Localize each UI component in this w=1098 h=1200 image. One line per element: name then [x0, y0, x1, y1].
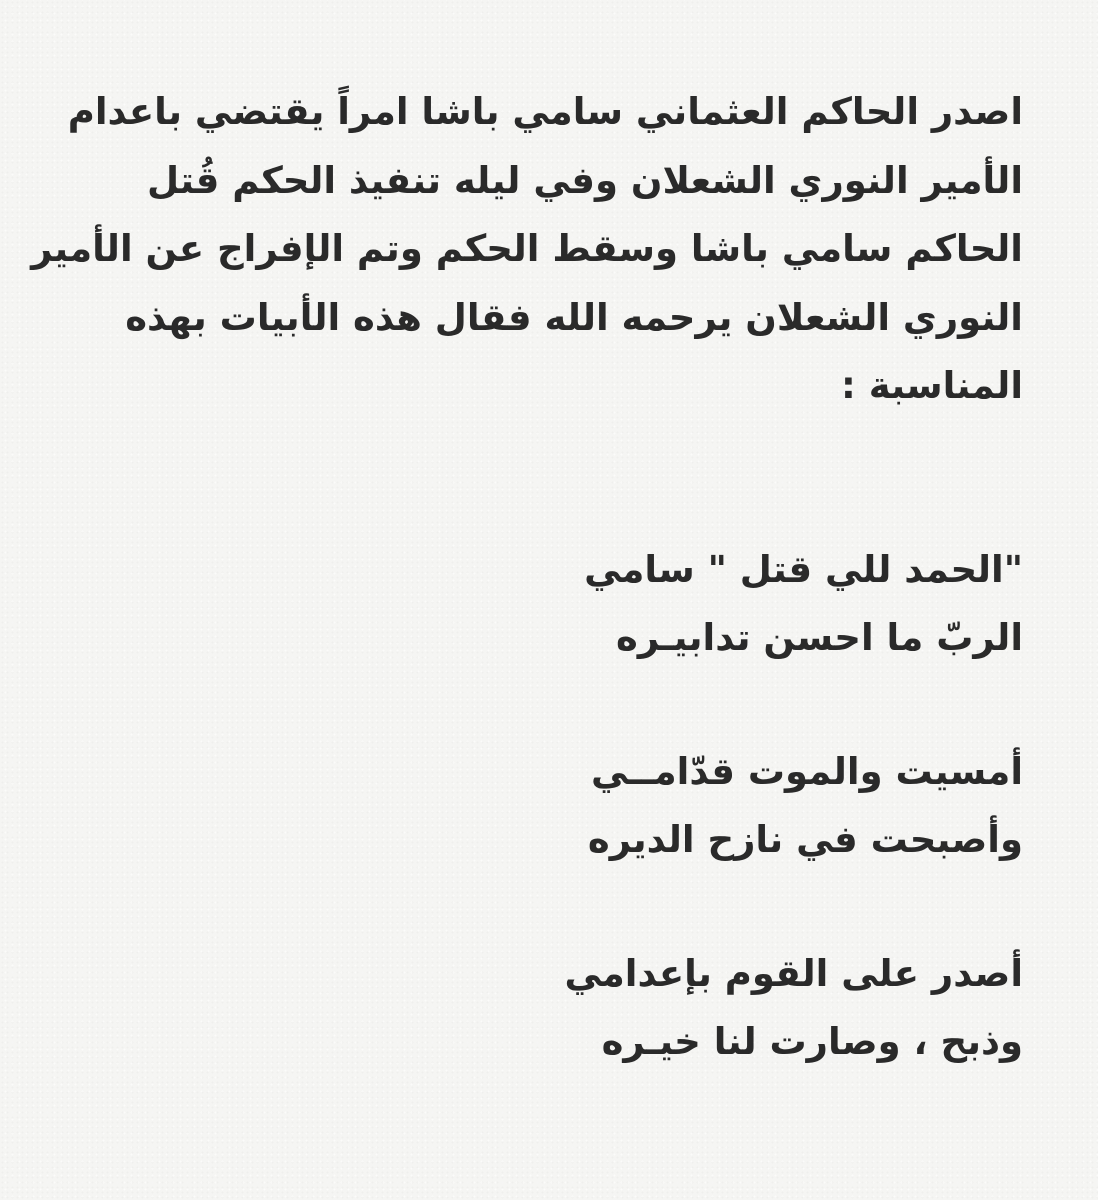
intro-line: الأمير النوري الشعلان وفي ليله تنفيذ الحكم قُتل	[147, 158, 1023, 202]
poem-verse-line: وذبح ، وصارت لنا خيـره	[601, 1020, 1023, 1063]
poem-verse-line: "الحمد للي قتل " سامي	[584, 548, 1023, 591]
intro-line: اصدر الحاكم العثماني سامي باشا امراً يقتضي باعدام	[67, 90, 1023, 133]
poem-verse-line: وأصبحت في نازح الديره	[587, 818, 1023, 861]
poem-stanza-2	[423, 738, 1023, 874]
poem-verse-line: أمسيت والموت قدّامــي	[591, 750, 1023, 793]
intro-paragraph	[31, 78, 1023, 421]
poem-stanza-3	[423, 940, 1023, 1076]
poem-verse-line: الربّ ما احسن تدابيـره	[616, 616, 1023, 659]
intro-line: الحاكم سامي باشا وسقط الحكم وتم الإفراج عن الأمير	[31, 227, 1023, 270]
poem-verse-line: أصدر على القوم بإعدامي	[564, 952, 1023, 995]
intro-line: النوري الشعلان يرحمه الله فقال هذه الأبيات بهذه	[125, 295, 1023, 339]
intro-line: المناسبة :	[841, 364, 1023, 407]
poem-stanza-1	[423, 536, 1023, 672]
